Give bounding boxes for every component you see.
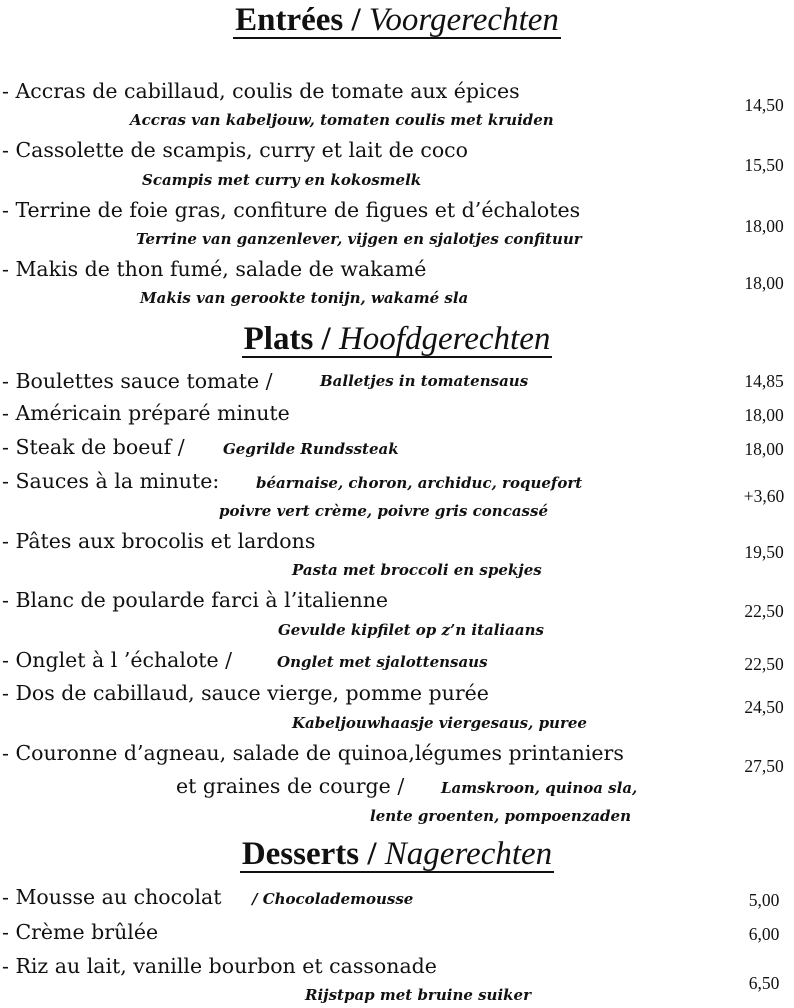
dish-price: 6,00 — [748, 924, 780, 944]
dish-name-nl-line2: poivre vert crème, poivre gris concassé — [219, 502, 548, 520]
dish-name-nl: Accras van kabeljouw, tomaten coulis met kruiden — [130, 111, 554, 129]
dish-price: 14,85 — [744, 371, 784, 391]
dish-price: 24,50 — [744, 697, 784, 717]
dish-name-nl: Gevulde kipfilet op z’n italiaans — [278, 621, 544, 639]
dish-price: 18,00 — [744, 216, 784, 236]
dish-price: 18,00 — [744, 439, 784, 459]
dish-name-nl: Lamskroon, quinoa sla, — [441, 779, 638, 797]
dish-name-nl: / Chocolademousse — [252, 890, 414, 908]
dish-name-fr: - Sauces à la minute: — [2, 469, 220, 493]
dish-name-fr: - Riz au lait, vanille bourbon et cassonade — [2, 954, 437, 978]
dish-name-nl: béarnaise, choron, archiduc, roquefort — [256, 474, 583, 492]
section-heading-desserts — [0, 834, 794, 874]
dish-price: 18,00 — [744, 405, 784, 425]
section-heading-desserts-text — [240, 837, 554, 873]
dish-name-fr: - Mousse au chocolat — [2, 885, 222, 909]
dish-name-fr: - Blanc de poularde farci à l’italienne — [2, 588, 389, 612]
dish-price: 18,00 — [744, 273, 784, 293]
dish-name-fr: - Terrine de foie gras, confiture de figues et d’échalotes — [2, 198, 581, 222]
dish-price: 15,50 — [744, 155, 784, 175]
dish-name-fr-line2: et graines de courge / — [176, 774, 405, 798]
dish-name-fr: - Makis de thon fumé, salade de wakamé — [2, 257, 427, 281]
section-heading-entrees — [0, 0, 794, 40]
heading-nl: Nagerechten — [384, 836, 553, 872]
dish-price: 22,50 — [744, 601, 784, 621]
dish-name-fr: - Crème brûlée — [2, 920, 159, 944]
dish-name-fr: - Cassolette de scampis, curry et lait de coco — [2, 138, 468, 162]
dish-name-nl: Gegrilde Rundssteak — [223, 440, 399, 458]
heading-fr: Desserts / — [241, 836, 377, 872]
dish-name-nl-line2: lente groenten, pompoenzaden — [370, 807, 631, 825]
dish-name-fr: - Accras de cabillaud, coulis de tomate aux épices — [2, 79, 520, 103]
dish-price: 22,50 — [744, 654, 784, 674]
dish-name-fr: - Boulettes sauce tomate / — [2, 369, 273, 393]
dish-price: 27,50 — [744, 756, 784, 776]
dish-name-nl: Kabeljouwhaasje viergesaus, puree — [292, 714, 587, 732]
dish-name-nl: Makis van gerookte tonijn, wakamé sla — [140, 289, 469, 307]
dish-name-nl: Pasta met broccoli en spekjes — [292, 561, 542, 579]
section-heading-plats-text — [242, 322, 553, 358]
dish-name-fr: - Pâtes aux brocolis et lardons — [2, 529, 316, 553]
section-heading-plats — [0, 319, 794, 359]
dish-name-nl: Rijstpap met bruine suiker — [305, 986, 532, 1004]
dish-price: 14,50 — [744, 95, 784, 115]
dish-price: 5,00 — [748, 890, 780, 910]
dish-name-fr: - Couronne d’agneau, salade de quinoa,légumes printaniers — [2, 741, 624, 765]
heading-fr: Plats / — [243, 321, 331, 357]
dish-price: +3,60 — [743, 486, 785, 506]
dish-name-nl: Onglet met sjalottensaus — [277, 653, 488, 671]
dish-name-fr: - Steak de boeuf / — [2, 435, 185, 459]
dish-name-fr: - Dos de cabillaud, sauce vierge, pomme purée — [2, 681, 489, 705]
dish-name-fr: - Onglet à l ’échalote / — [2, 648, 233, 672]
heading-fr: Entrées / — [235, 2, 361, 38]
heading-nl: Voorgerechten — [368, 2, 559, 38]
dish-name-nl: Balletjes in tomatensaus — [320, 372, 529, 390]
dish-name-fr: - Américain préparé minute — [2, 401, 290, 425]
dish-price: 6,50 — [748, 973, 780, 993]
heading-nl: Hoofdgerechten — [338, 321, 551, 357]
dish-price: 19,50 — [744, 542, 784, 562]
dish-name-nl: Terrine van ganzenlever, vijgen en sjalotjes confituur — [136, 230, 582, 248]
section-heading-entrees-text — [233, 3, 561, 39]
dish-name-nl: Scampis met curry en kokosmelk — [142, 171, 422, 189]
